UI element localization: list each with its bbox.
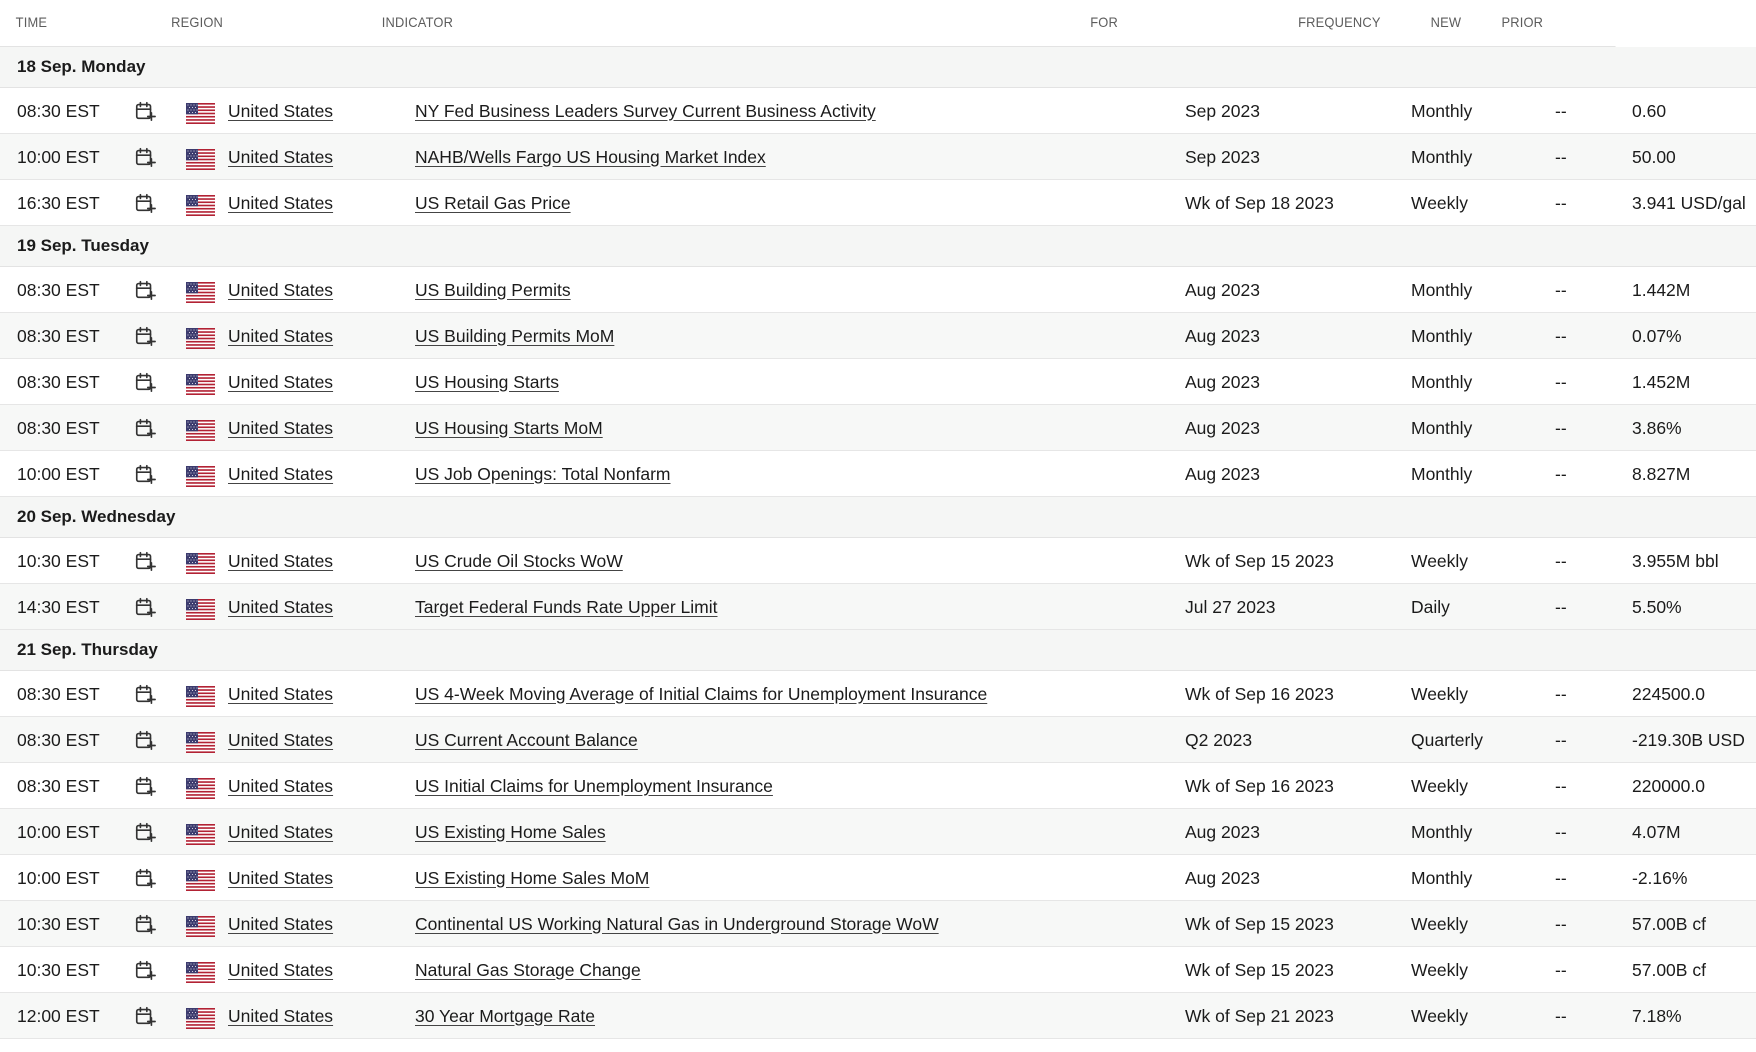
region-link[interactable]: United States [228,596,334,617]
event-frequency: Weekly [1411,192,1469,213]
calendar-plus-icon[interactable] [134,550,156,572]
new-value: -- [1555,683,1567,704]
region-link[interactable]: United States [228,683,334,704]
event-period: Wk of Sep 21 2023 [1185,1005,1334,1026]
calendar-plus-icon[interactable] [134,821,156,843]
table-row [0,405,1756,451]
add-to-calendar-button[interactable] [134,809,156,855]
new-value: -- [1555,550,1567,571]
add-to-calendar-button[interactable] [134,88,156,134]
date-group-header: 18 Sep. Monday [0,47,1756,88]
calendar-plus-icon[interactable] [134,463,156,485]
region-flag [186,811,215,857]
event-period: Aug 2023 [1185,371,1260,392]
region-flag [186,315,215,361]
indicator-link[interactable]: US Retail Gas Price [415,192,571,213]
event-period: Sep 2023 [1185,100,1260,121]
event-time: 08:30 EST [17,417,100,438]
event-time: 14:30 EST [17,596,100,617]
indicator-link[interactable]: US Building Permits [415,279,571,300]
region-link[interactable]: United States [228,775,334,796]
prior-value: 3.941 USD/gal [1632,192,1746,213]
region-flag [186,586,215,632]
date-group-header: 20 Sep. Wednesday [0,497,1756,538]
event-frequency: Monthly [1411,417,1473,438]
prior-value: -219.30B USD [1632,729,1745,750]
add-to-calendar-button[interactable] [134,901,156,947]
prior-value: 8.827M [1632,463,1691,484]
date-group-header: 21 Sep. Thursday [0,630,1756,671]
add-to-calendar-button[interactable] [134,584,156,630]
new-value: -- [1555,100,1567,121]
add-to-calendar-button[interactable] [134,671,156,717]
event-frequency: Monthly [1411,371,1473,392]
table-row [0,267,1756,313]
add-to-calendar-button[interactable] [134,947,156,993]
event-period: Wk of Sep 16 2023 [1185,775,1334,796]
us-flag-icon [186,553,215,574]
event-time: 16:30 EST [17,192,100,213]
column-header-new[interactable]: NEW [1430,14,1462,30]
event-frequency: Weekly [1411,775,1469,796]
new-value: -- [1555,371,1567,392]
region-flag [186,182,215,228]
table-row [0,584,1756,630]
event-period: Aug 2023 [1185,867,1260,888]
us-flag-icon [186,962,215,983]
table-body [0,47,1756,1039]
prior-value: -2.16% [1632,867,1688,888]
event-period: Jul 27 2023 [1185,596,1276,617]
us-flag-icon [186,195,215,216]
region-flag [186,765,215,811]
event-period: Aug 2023 [1185,463,1260,484]
us-flag-icon [186,420,215,441]
add-to-calendar-button[interactable] [134,855,156,901]
indicator-link[interactable]: US Crude Oil Stocks WoW [415,550,623,571]
table-row [0,855,1756,901]
region-flag [186,857,215,903]
us-flag-icon [186,328,215,349]
prior-value: 57.00B cf [1632,913,1706,934]
new-value: -- [1555,192,1567,213]
region-flag [186,540,215,586]
prior-value: 0.60 [1632,100,1667,121]
prior-value: 3.955M bbl [1632,550,1719,571]
calendar-plus-icon[interactable] [134,100,156,122]
region-link[interactable]: United States [228,325,334,346]
us-flag-icon [186,374,215,395]
region-flag [186,949,215,995]
region-link[interactable]: United States [228,867,334,888]
indicator-link[interactable]: US Building Permits MoM [415,325,615,346]
new-value: -- [1555,821,1567,842]
event-frequency: Daily [1411,596,1450,617]
indicator-link[interactable]: US 4-Week Moving Average of Initial Claims for Unemployment Insurance [415,683,988,704]
new-value: -- [1555,463,1567,484]
table-row [0,717,1756,763]
region-link[interactable]: United States [228,913,334,934]
table-row [0,538,1756,584]
add-to-calendar-button[interactable] [134,134,156,180]
event-time: 10:30 EST [17,550,100,571]
column-header-frequency[interactable]: FREQUENCY [1298,14,1381,30]
calendar-plus-icon[interactable] [134,913,156,935]
add-to-calendar-button[interactable] [134,993,156,1039]
region-link[interactable]: United States [228,146,334,167]
event-time: 08:30 EST [17,325,100,346]
indicator-link[interactable]: Target Federal Funds Rate Upper Limit [415,596,718,617]
region-flag [186,903,215,949]
event-frequency: Monthly [1411,821,1473,842]
event-frequency: Weekly [1411,913,1469,934]
region-link[interactable]: United States [228,463,334,484]
region-flag [186,269,215,315]
table-row [0,88,1756,134]
event-period: Aug 2023 [1185,417,1260,438]
event-frequency: Weekly [1411,959,1469,980]
add-to-calendar-button[interactable] [134,405,156,451]
region-flag [186,673,215,719]
indicator-link[interactable]: Continental US Working Natural Gas in Underground Storage WoW [415,913,939,934]
new-value: -- [1555,775,1567,796]
region-link[interactable]: United States [228,729,334,750]
region-link[interactable]: United States [228,192,334,213]
us-flag-icon [186,149,215,170]
add-to-calendar-button[interactable] [134,717,156,763]
indicator-link[interactable]: NY Fed Business Leaders Survey Current Business Activity [415,100,876,121]
event-time: 10:00 EST [17,463,100,484]
us-flag-icon [186,1008,215,1029]
new-value: -- [1555,596,1567,617]
event-period: Wk of Sep 16 2023 [1185,683,1334,704]
region-flag [186,136,215,182]
prior-value: 1.442M [1632,279,1691,300]
new-value: -- [1555,729,1567,750]
event-frequency: Monthly [1411,100,1473,121]
event-frequency: Monthly [1411,146,1473,167]
us-flag-icon [186,103,215,124]
prior-value: 1.452M [1632,371,1691,392]
calendar-plus-icon[interactable] [134,146,156,168]
indicator-link[interactable]: 30 Year Mortgage Rate [415,1005,595,1026]
indicator-link[interactable]: US Existing Home Sales MoM [415,867,650,888]
column-header-time[interactable]: TIME [15,14,48,30]
event-time: 10:30 EST [17,959,100,980]
event-frequency: Monthly [1411,463,1473,484]
event-time: 12:00 EST [17,1005,100,1026]
indicator-link[interactable]: US Current Account Balance [415,729,638,750]
event-period: Wk of Sep 15 2023 [1185,550,1334,571]
table-row [0,180,1756,226]
add-to-calendar-button[interactable] [134,180,156,226]
indicator-link[interactable]: US Housing Starts [415,371,559,392]
indicator-link[interactable]: NAHB/Wells Fargo US Housing Market Index [415,146,766,167]
event-period: Aug 2023 [1185,279,1260,300]
add-to-calendar-button[interactable] [134,451,156,497]
table-row [0,809,1756,855]
column-header-prior[interactable]: PRIOR [1501,14,1544,30]
event-frequency: Monthly [1411,325,1473,346]
table-row [0,993,1756,1039]
calendar-plus-icon[interactable] [134,596,156,618]
region-flag [186,361,215,407]
table-row [0,947,1756,993]
event-period: Wk of Sep 15 2023 [1185,959,1334,980]
new-value: -- [1555,417,1567,438]
calendar-plus-icon[interactable] [134,192,156,214]
new-value: -- [1555,867,1567,888]
indicator-link[interactable]: US Existing Home Sales [415,821,606,842]
add-to-calendar-button[interactable] [134,267,156,313]
prior-value: 0.07% [1632,325,1682,346]
us-flag-icon [186,824,215,845]
event-time: 08:30 EST [17,683,100,704]
table-row [0,134,1756,180]
table-row [0,671,1756,717]
event-time: 10:30 EST [17,913,100,934]
event-frequency: Quarterly [1411,729,1483,750]
us-flag-icon [186,916,215,937]
prior-value: 224500.0 [1632,683,1705,704]
calendar-plus-icon[interactable] [134,371,156,393]
region-flag [186,719,215,765]
event-time: 10:00 EST [17,867,100,888]
indicator-link[interactable]: US Initial Claims for Unemployment Insurance [415,775,773,796]
event-period: Aug 2023 [1185,821,1260,842]
us-flag-icon [186,599,215,620]
region-link[interactable]: United States [228,821,334,842]
prior-value: 4.07M [1632,821,1681,842]
prior-value: 57.00B cf [1632,959,1706,980]
new-value: -- [1555,325,1567,346]
us-flag-icon [186,282,215,303]
add-to-calendar-button[interactable] [134,538,156,584]
event-time: 08:30 EST [17,279,100,300]
add-to-calendar-button[interactable] [134,763,156,809]
event-time: 08:30 EST [17,100,100,121]
prior-value: 3.86% [1632,417,1682,438]
prior-value: 50.00 [1632,146,1676,167]
region-flag [186,453,215,499]
event-frequency: Monthly [1411,279,1473,300]
column-header-region[interactable]: REGION [171,14,224,30]
calendar-plus-icon[interactable] [134,775,156,797]
new-value: -- [1555,913,1567,934]
calendar-plus-icon[interactable] [134,279,156,301]
region-link[interactable]: United States [228,1005,334,1026]
indicator-link[interactable]: US Housing Starts MoM [415,417,603,438]
event-frequency: Weekly [1411,1005,1469,1026]
calendar-plus-icon[interactable] [134,417,156,439]
column-header-for[interactable]: FOR [1090,14,1118,30]
event-time: 08:30 EST [17,775,100,796]
region-flag [186,407,215,453]
prior-value: 7.18% [1632,1005,1682,1026]
event-time: 08:30 EST [17,371,100,392]
region-link[interactable]: United States [228,959,334,980]
us-flag-icon [186,778,215,799]
region-link[interactable]: United States [228,100,334,121]
new-value: -- [1555,146,1567,167]
new-value: -- [1555,1005,1567,1026]
calendar-plus-icon[interactable] [134,867,156,889]
region-link[interactable]: United States [228,279,334,300]
event-period: Sep 2023 [1185,146,1260,167]
table-header [0,0,1616,47]
column-header-indicator[interactable]: INDICATOR [381,14,454,30]
region-link[interactable]: United States [228,550,334,571]
event-period: Wk of Sep 18 2023 [1185,192,1334,213]
new-value: -- [1555,959,1567,980]
add-to-calendar-button[interactable] [134,313,156,359]
table-row [0,313,1756,359]
table-row [0,451,1756,497]
table-row [0,763,1756,809]
add-to-calendar-button[interactable] [134,359,156,405]
table-row [0,901,1756,947]
us-flag-icon [186,732,215,753]
event-period: Q2 2023 [1185,729,1253,750]
region-flag [186,995,215,1041]
table-row [0,359,1756,405]
date-group-header: 19 Sep. Tuesday [0,226,1756,267]
prior-value: 5.50% [1632,596,1682,617]
calendar-plus-icon[interactable] [134,325,156,347]
calendar-plus-icon[interactable] [134,729,156,751]
us-flag-icon [186,870,215,891]
event-frequency: Weekly [1411,683,1469,704]
event-time: 10:00 EST [17,821,100,842]
region-link[interactable]: United States [228,371,334,392]
new-value: -- [1555,279,1567,300]
indicator-link[interactable]: Natural Gas Storage Change [415,959,641,980]
calendar-plus-icon[interactable] [134,1005,156,1027]
region-flag [186,90,215,136]
region-link[interactable]: United States [228,417,334,438]
event-period: Wk of Sep 15 2023 [1185,913,1334,934]
calendar-plus-icon[interactable] [134,683,156,705]
us-flag-icon [186,466,215,487]
event-frequency: Monthly [1411,867,1473,888]
event-period: Aug 2023 [1185,325,1260,346]
event-time: 10:00 EST [17,146,100,167]
prior-value: 220000.0 [1632,775,1705,796]
calendar-plus-icon[interactable] [134,959,156,981]
event-time: 08:30 EST [17,729,100,750]
event-frequency: Weekly [1411,550,1469,571]
us-flag-icon [186,686,215,707]
indicator-link[interactable]: US Job Openings: Total Nonfarm [415,463,671,484]
